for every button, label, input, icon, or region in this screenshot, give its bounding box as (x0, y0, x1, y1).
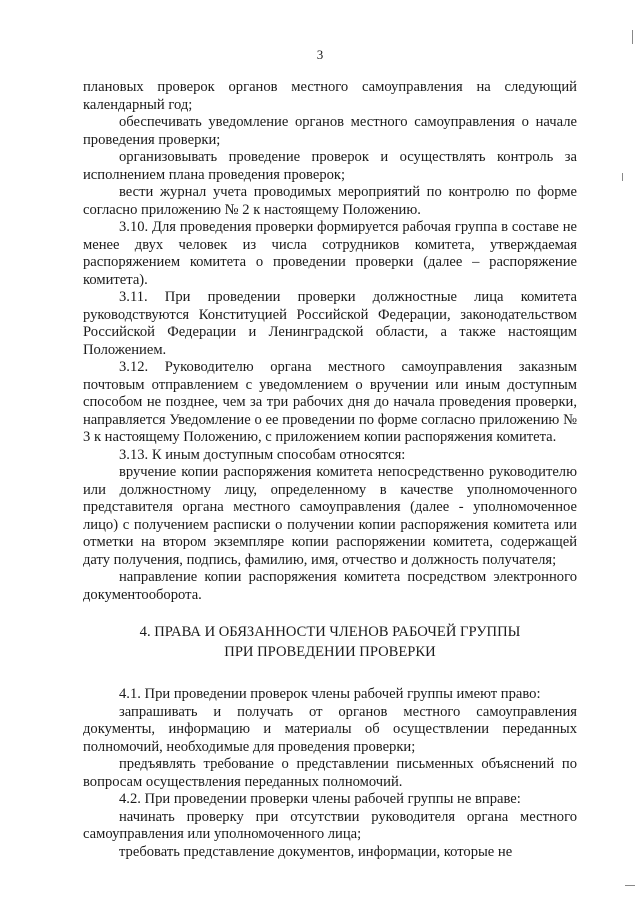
paragraph-top-2: обеспечивать уведомление органов местного самоуправления о начале проведения проверки; (83, 114, 577, 148)
paragraphs-top (83, 79, 577, 604)
paragraph-top-1: плановых проверок органов местного самоуправления на следующий календарный год; (83, 79, 577, 113)
paragraph-bottom-3: предъявлять требование о представлении письменных объяснений по вопросам осуществления переданных полномочий. (83, 756, 577, 790)
scan-edge-mark (622, 173, 623, 181)
paragraph-bottom-2: запрашивать и получать от органов местного самоуправления документы, информацию и материалы об осуществлении переданных полномочий, необходимые для проведения проверки; (83, 703, 577, 755)
paragraph-top-7: 3.12. Руководителю органа местного самоуправления заказным почтовым отправлением с уведомлением о вручении или иным доступным способом не позднее, чем за три рабочих дня до начала проведения проверки, направляется Уведомление о ее проведении по форме согласно приложению № 3 к настоящему Положению, с приложением копии распоряжения комитета. (83, 359, 577, 445)
page-number: 3 (316, 47, 324, 62)
section-title (83, 622, 577, 662)
document-body (83, 79, 577, 861)
section-title-line-2: ПРИ ПРОВЕДЕНИИ ПРОВЕРКИ (224, 644, 436, 660)
scan-edge-mark (632, 30, 633, 44)
paragraph-top-3: организовывать проведение проверок и осуществлять контроль за исполнением плана проведения проверок; (83, 149, 577, 183)
paragraph-bottom-1: 4.1. При проведении проверок члены рабочей группы имеют право: (119, 686, 541, 702)
paragraph-bottom-6: требовать представление документов, информации, которые не (119, 843, 513, 860)
paragraph-top-4: вести журнал учета проводимых мероприятий по контролю по форме согласно приложению № 2 к настоящему Положению. (83, 184, 577, 218)
scan-edge-mark (625, 885, 635, 886)
paragraphs-bottom (83, 686, 577, 861)
paragraph-top-9: вручение копии распоряжения комитета непосредственно руководителю или должностному лицу, определенному в качестве уполномоченного представителя органа местного самоуправления (далее - уполномоченное лицо) с получением расписки о получении копии распоряжения комитета или отметки на втором экземпляре копии распоряжении комитета, содержащей дату получения, подпись, фамилию, имя, отчество и должность получателя; (83, 464, 577, 568)
section-title-line-1: 4. ПРАВА И ОБЯЗАННОСТИ ЧЛЕНОВ РАБОЧЕЙ ГРУППЫ (139, 624, 521, 640)
paragraph-top-8: 3.13. К иным доступным способам относятся: (119, 446, 406, 463)
paragraph-top-5: 3.10. Для проведения проверки формируется рабочая группа в составе не менее двух человек из числа сотрудников комитета, утверждаемая распоряжением комитета о проведении проверки (далее – распоряжение комитета). (83, 219, 577, 288)
paragraph-bottom-5: начинать проверку при отсутствии руководителя органа местного самоуправления или уполномоченного лица; (83, 808, 577, 842)
paragraph-bottom-4: 4.2. При проведении проверки члены рабочей группы не вправе: (119, 791, 521, 807)
paragraph-top-10: направление копии распоряжения комитета посредством электронного документооборота. (83, 569, 577, 603)
paragraph-top-6: 3.11. При проведении проверки должностные лица комитета руководствуются Конституцией Российской Федерации, законодательством Российской Федерации и Ленинградской области, а также настоящим Положением. (83, 289, 577, 358)
